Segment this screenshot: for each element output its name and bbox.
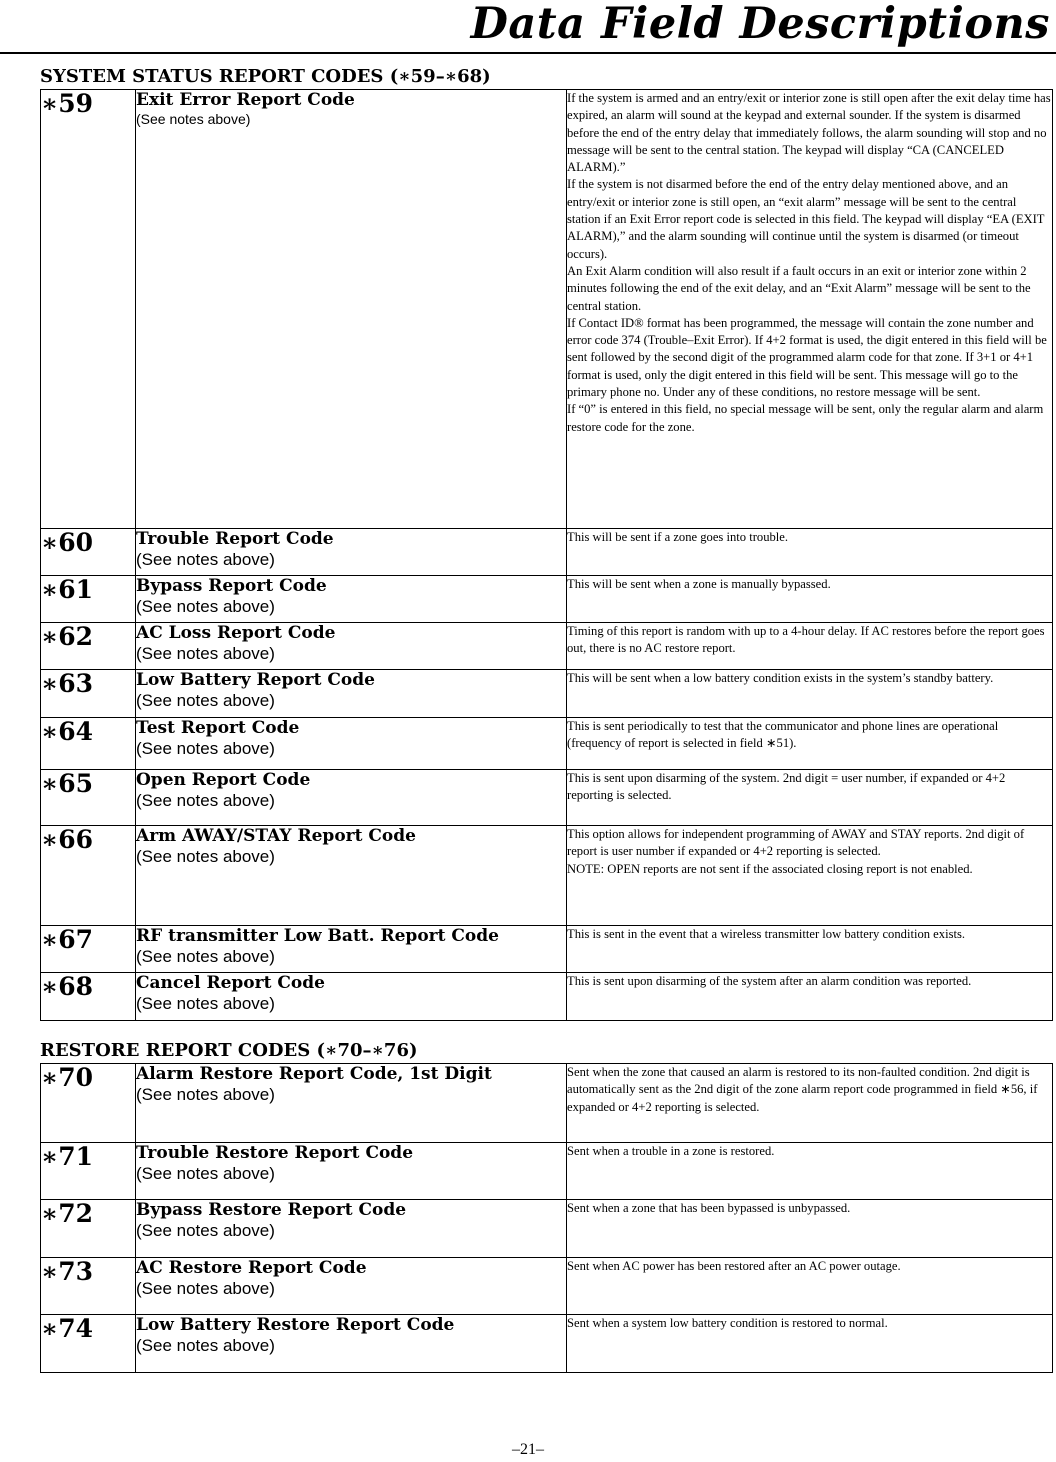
description-paragraph: This is sent upon disarming of the system. 2nd digit = user number, if expanded or 4+2 reporting is selected. xyxy=(567,771,1006,803)
table-row xyxy=(41,1143,1053,1200)
field-code: ∗59 xyxy=(41,89,94,118)
description-paragraph: This option allows for independent programming of AWAY and STAY reports. 2nd digit of report is user number if expanded or 4+2 reporting is selected. xyxy=(567,827,1025,859)
field-description-cell xyxy=(567,623,1053,670)
field-notes: (See notes above) xyxy=(136,1085,275,1104)
restore-codes-table xyxy=(40,1063,1053,1373)
field-description-cell xyxy=(567,973,1053,1021)
field-name: RF transmitter Low Batt. Report Code xyxy=(136,926,499,946)
field-notes: (See notes above) xyxy=(136,644,275,663)
field-name: Exit Error Report Code xyxy=(136,90,355,110)
field-code: ∗61 xyxy=(41,575,94,604)
field-code-cell xyxy=(41,1258,136,1315)
field-description-cell xyxy=(567,529,1053,576)
field-name: Test Report Code xyxy=(136,718,300,738)
table-row xyxy=(41,926,1053,973)
field-name-cell xyxy=(136,718,567,770)
description-paragraph: This will be sent when a low battery condition exists in the system’s standby battery. xyxy=(567,671,994,685)
field-description-cell xyxy=(567,1064,1053,1143)
field-name: Bypass Restore Report Code xyxy=(136,1200,407,1220)
page-number: –21– xyxy=(512,1441,544,1458)
field-notes: (See notes above) xyxy=(136,111,251,127)
title-rule xyxy=(0,52,1056,54)
field-code-cell xyxy=(41,973,136,1021)
field-description xyxy=(567,90,1052,436)
table-row xyxy=(41,1200,1053,1258)
field-code: ∗68 xyxy=(41,972,94,1001)
field-code-cell xyxy=(41,576,136,623)
field-notes: (See notes above) xyxy=(136,1279,275,1298)
field-notes: (See notes above) xyxy=(136,1221,275,1240)
field-notes: (See notes above) xyxy=(136,994,275,1013)
field-description-cell xyxy=(567,718,1053,770)
field-description-cell xyxy=(567,670,1053,718)
field-name: Trouble Restore Report Code xyxy=(136,1143,414,1163)
field-name: Alarm Restore Report Code, 1st Digit xyxy=(136,1064,492,1084)
field-notes: (See notes above) xyxy=(136,550,275,569)
table-row xyxy=(41,1315,1053,1373)
table-row xyxy=(41,623,1053,670)
field-code-cell xyxy=(41,670,136,718)
field-name-cell xyxy=(136,1315,567,1373)
field-description xyxy=(567,826,1052,878)
field-description-cell xyxy=(567,926,1053,973)
table-row xyxy=(41,90,1053,529)
field-name-cell xyxy=(136,973,567,1021)
field-name-cell xyxy=(136,623,567,670)
field-description-cell xyxy=(567,90,1053,529)
field-code: ∗62 xyxy=(41,622,94,651)
field-description xyxy=(567,770,1052,805)
field-description xyxy=(567,718,1052,753)
field-name-cell xyxy=(136,576,567,623)
field-code-cell xyxy=(41,90,136,529)
field-name: Low Battery Restore Report Code xyxy=(136,1315,455,1335)
table-row xyxy=(41,1064,1053,1143)
field-notes: (See notes above) xyxy=(136,597,275,616)
field-description xyxy=(567,576,1052,593)
table-row xyxy=(41,718,1053,770)
field-description-cell xyxy=(567,1315,1053,1373)
field-name-cell xyxy=(136,770,567,826)
field-name: Low Battery Report Code xyxy=(136,670,375,690)
table-row xyxy=(41,529,1053,576)
field-name: AC Restore Report Code xyxy=(136,1258,367,1278)
field-description xyxy=(567,1200,1052,1217)
field-code: ∗73 xyxy=(41,1257,94,1286)
field-name: Arm AWAY/STAY Report Code xyxy=(136,826,416,846)
field-description-cell xyxy=(567,826,1053,926)
section-heading-system-status: SYSTEM STATUS REPORT CODES (∗59–∗68) xyxy=(40,66,491,87)
table-row xyxy=(41,770,1053,826)
system-status-codes-table xyxy=(40,89,1053,1021)
field-code: ∗72 xyxy=(41,1199,94,1228)
field-description-cell xyxy=(567,1143,1053,1200)
field-description xyxy=(567,1315,1052,1332)
description-paragraph: If the system is not disarmed before the end of the entry delay mentioned above, and an entry/exit or interior zone is still open, an “exit alarm” message will be sent to the central station if an Exit Error report code is selected in this field. The keypad will display “EA (EXIT ALARM),” and the alarm sounding will continue until the system is disarmed (or timeout occurs). xyxy=(567,177,1045,261)
field-code: ∗66 xyxy=(41,825,94,854)
field-code: ∗64 xyxy=(41,717,94,746)
description-paragraph: This is sent periodically to test that the communicator and phone lines are operational (frequency of report is selected in field ∗51). xyxy=(567,719,999,751)
field-name-cell xyxy=(136,670,567,718)
field-description xyxy=(567,623,1052,658)
description-paragraph: Sent when a zone that has been bypassed is unbypassed. xyxy=(567,1201,851,1215)
description-paragraph: This will be sent when a zone is manually bypassed. xyxy=(567,577,831,591)
field-notes: (See notes above) xyxy=(136,1336,275,1355)
field-description xyxy=(567,1258,1052,1275)
field-name: Open Report Code xyxy=(136,770,311,790)
description-paragraph: Sent when a trouble in a zone is restored. xyxy=(567,1144,775,1158)
table-row xyxy=(41,576,1053,623)
field-description xyxy=(567,670,1052,687)
field-notes: (See notes above) xyxy=(136,739,275,758)
page-title: Data Field Descriptions xyxy=(470,0,1050,49)
table-row xyxy=(41,826,1053,926)
description-paragraph: Sent when AC power has been restored after an AC power outage. xyxy=(567,1259,901,1273)
field-name-cell xyxy=(136,1064,567,1143)
section-heading-restore: RESTORE REPORT CODES (∗70–∗76) xyxy=(40,1040,418,1061)
description-paragraph: This will be sent if a zone goes into trouble. xyxy=(567,530,789,544)
description-paragraph: Sent when a system low battery condition is restored to normal. xyxy=(567,1316,888,1330)
field-code-cell xyxy=(41,1200,136,1258)
field-code: ∗67 xyxy=(41,925,94,954)
description-paragraph: If Contact ID® format has been programmed, the message will contain the zone number and error code 374 (Trouble–Exit Error). If 4+2 format is used, the digit entered in this field will be sent followed by the second digit of the programmed alarm code for that zone. If 3+1 or 4+1 format is used, only the digit entered in this field will be sent. This message will go to the primary phone no. Under any of these conditions, no restore message will be sent. xyxy=(567,315,1047,400)
table-row xyxy=(41,1258,1053,1315)
field-code-cell xyxy=(41,1064,136,1143)
description-paragraph: NOTE: OPEN reports are not sent if the associated closing report is not enabled. xyxy=(567,861,973,876)
field-notes: (See notes above) xyxy=(136,1164,275,1183)
description-paragraph: Sent when the zone that caused an alarm is restored to its non-faulted condition. 2nd digit is automatically sent as the 2nd digit of the zone alarm report code programmed in field ∗56, if expanded or 4+2 reporting is selected. xyxy=(567,1065,1038,1114)
field-code-cell xyxy=(41,623,136,670)
field-description-cell xyxy=(567,770,1053,826)
field-name: AC Loss Report Code xyxy=(136,623,336,643)
field-description xyxy=(567,529,1052,546)
field-name-cell xyxy=(136,1143,567,1200)
field-code: ∗65 xyxy=(41,769,94,798)
field-name: Cancel Report Code xyxy=(136,973,325,993)
field-code-cell xyxy=(41,770,136,826)
field-notes: (See notes above) xyxy=(136,947,275,966)
description-paragraph: This is sent upon disarming of the system after an alarm condition was reported. xyxy=(567,974,972,988)
field-code-cell xyxy=(41,1143,136,1200)
field-code: ∗70 xyxy=(41,1063,94,1092)
field-code: ∗74 xyxy=(41,1314,94,1343)
field-notes: (See notes above) xyxy=(136,791,275,810)
field-description-cell xyxy=(567,1258,1053,1315)
field-description xyxy=(567,973,1052,990)
description-paragraph: If the system is armed and an entry/exit or interior zone is still open after the exit delay time has expired, an alarm will sound at the keypad and external sounder. If the system is disarmed before the end of the entry delay that immediately follows, the alarm sounding will stop and no message will be sent to the central station. The keypad will display “CA (CANCELED ALARM).” xyxy=(567,91,1051,175)
field-code-cell xyxy=(41,926,136,973)
field-code-cell xyxy=(41,529,136,576)
field-name-cell xyxy=(136,1258,567,1315)
field-name: Trouble Report Code xyxy=(136,529,334,549)
field-description xyxy=(567,926,1052,943)
description-paragraph: This is sent in the event that a wireless transmitter low battery condition exists. xyxy=(567,927,966,941)
field-name-cell xyxy=(136,926,567,973)
field-name-cell xyxy=(136,1200,567,1258)
field-description-cell xyxy=(567,576,1053,623)
field-description-cell xyxy=(567,1200,1053,1258)
field-notes: (See notes above) xyxy=(136,847,275,866)
field-code-cell xyxy=(41,826,136,926)
table-row xyxy=(41,973,1053,1021)
field-name-cell xyxy=(136,529,567,576)
field-notes: (See notes above) xyxy=(136,691,275,710)
field-code: ∗60 xyxy=(41,528,94,557)
field-code: ∗71 xyxy=(41,1142,94,1171)
field-description xyxy=(567,1064,1052,1116)
description-paragraph: Timing of this report is random with up to a 4-hour delay. If AC restores before the report goes out, there is no AC restore report. xyxy=(567,624,1045,656)
field-name-cell xyxy=(136,90,567,529)
description-paragraph: If “0” is entered in this field, no special message will be sent, only the regular alarm and alarm restore code for the zone. xyxy=(567,402,1044,434)
table-row xyxy=(41,670,1053,718)
field-name: Bypass Report Code xyxy=(136,576,327,596)
field-code-cell xyxy=(41,1315,136,1373)
field-code: ∗63 xyxy=(41,669,94,698)
field-name-cell xyxy=(136,826,567,926)
description-paragraph: An Exit Alarm condition will also result if a fault occurs in an exit or interior zone within 2 minutes following the end of the exit delay, and an “Exit Alarm” message will be sent to the central station. xyxy=(567,263,1031,313)
field-description xyxy=(567,1143,1052,1160)
field-code-cell xyxy=(41,718,136,770)
